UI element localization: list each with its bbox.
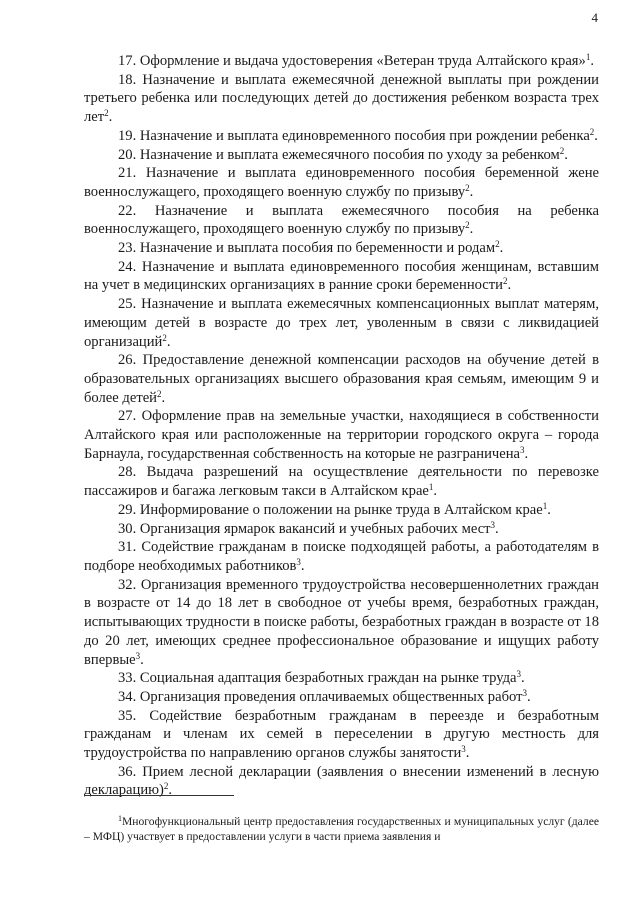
footnote-ref: 2 — [163, 781, 169, 792]
footnote-ref: 3 — [516, 669, 521, 680]
list-item: 33. Социальная адаптация безработных граждан на рынке труда$^3$. — [118, 669, 525, 687]
footnote-text: Многофункциональный центр предоставления государственных и муниципальных услуг (далее – МФЦ) участвует в предоставлении услуги в части приема заявления и — [84, 815, 599, 843]
list-item: 26. Предоставление денежной компенсации расходов на обучение детей в образовательных организациях высшего образования края семьям, имеющим 9 и более детей$^2$. — [84, 352, 599, 406]
list-item: 24. Назначение и выплата единовременного пособия женщинам, вставшим на учет в медицинских организациях в ранние сроки беременности$^2$. — [84, 258, 599, 294]
list-item: 18. Назначение и выплата ежемесячной денежной выплаты при рождении третьего ребенка или последующих детей до достижения ребенком возраста трех лет$^2$. — [84, 71, 599, 126]
footnote — [84, 814, 599, 844]
list-item: 34. Организация проведения оплачиваемых общественных работ$^3$. — [118, 687, 531, 705]
list-item: 20. Назначение и выплата ежемесячного пособия по уходу за ребенком$^2$. — [118, 145, 568, 163]
list-item: 21. Назначение и выплата единовременного пособия беременной жене военнослужащего, проходящего военную службу по призыву$^2$. — [84, 165, 599, 200]
list-item: 19. Назначение и выплата единовременного пособия при рождении ребенка$^2$. — [118, 126, 598, 144]
list-item: 32. Организация временного трудоустройства несовершеннолетних граждан в возрасте от 14 до 18 лет в свободное от учебы время, безработных граждан, испытывающих трудности в поиске работы, безработных граждан в возрасте от 18 до 20 лет, имеющих среднее профессиональное образование и ищущих работу впервые$^3$. — [84, 576, 599, 668]
footnote-ref: 2 — [559, 145, 565, 156]
list-item: 23. Назначение и выплата пособия по беременности и родам$^2$. — [118, 239, 504, 257]
list-item: 25. Назначение и выплата ежемесячных компенсационных выплат матерям, имеющим детей в возрасте до трех лет, уволенным в связи с ликвидацией организаций$^2$. — [84, 296, 599, 350]
list-item: 30. Организация ярмарок вакансий и учебных рабочих мест$^3$. — [118, 519, 499, 537]
services-list — [84, 52, 599, 800]
footnote-ref: 1 — [542, 500, 548, 511]
footnote-ref: 2 — [104, 108, 109, 119]
list-item: 28. Выдача разрешений на осуществление деятельности по перевозке пассажиров и багажа легковым такси в Алтайском крае$^1$. — [84, 464, 599, 500]
list-item: 36. Прием лесной декларации (заявления о внесении изменений в лесную декларацию)$^2$. — [84, 763, 599, 799]
page-number: 4 — [591, 10, 598, 25]
footnote-ref: 2 — [589, 126, 595, 137]
footnote-ref: 3 — [520, 444, 525, 455]
list-item: 35. Содействие безработным гражданам в переезде и безработным гражданам и членам их семей в переселении в другую местность для трудоустройства по направлению органов службы занятости$^3$. — [84, 707, 599, 762]
footnote-ref: 2 — [465, 220, 470, 231]
footnote-mark: 1 — [118, 814, 122, 823]
footnote-ref: 3 — [522, 687, 527, 698]
footnote-ref: 3 — [135, 650, 141, 661]
footnote-ref: 2 — [156, 388, 162, 399]
footnote-ref: 2 — [465, 182, 470, 193]
list-item: 31. Содействие гражданам в поиске подходящей работы, а работодателям в подборе необходимых работников$^3$. — [84, 539, 599, 574]
footnote-divider — [84, 795, 234, 796]
footnote-ref: 2 — [162, 332, 167, 343]
footnote-ref: 2 — [502, 276, 508, 287]
list-item: 17. Оформление и выдача удостоверения «Ветеран труда Алтайского края»$^1$. — [118, 52, 594, 69]
footnote-ref: 1 — [428, 482, 434, 493]
list-item: 27. Оформление прав на земельные участки, находящиеся в собственности Алтайского края или расположенные на территории городского округа – города Барнаула, государственная собственность на которые не разграничена$^3$. — [84, 408, 599, 462]
footnote-ref: 1 — [585, 52, 591, 62]
list-item: 22. Назначение и выплата ежемесячного пособия на ребенка военнослужащего, проходящего военную службу по призыву$^2$. — [84, 202, 599, 238]
footnote-ref: 3 — [461, 744, 466, 755]
footnote-ref: 3 — [296, 556, 301, 567]
footnote-ref: 2 — [495, 239, 500, 250]
list-item: 29. Информирование о положении на рынке труда в Алтайском крае$^1$. — [118, 500, 551, 518]
footnote-ref: 3 — [490, 519, 496, 530]
